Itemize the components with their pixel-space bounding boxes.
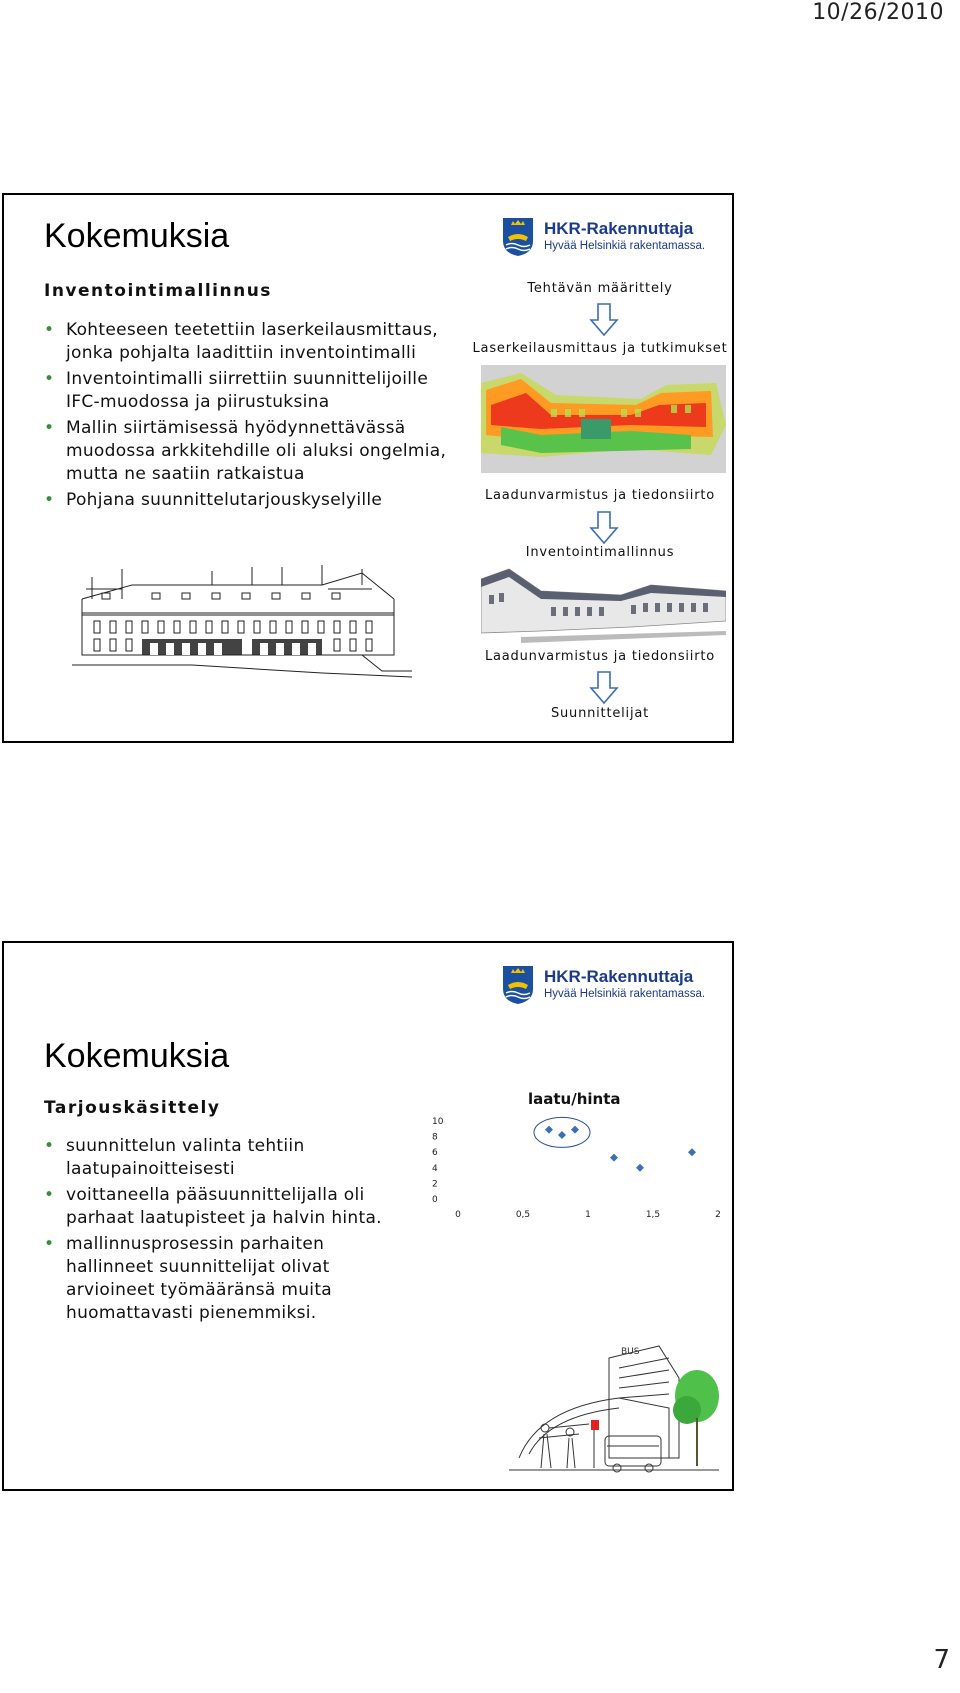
bullet-item: • Mallin siirtämisessä hyödynnettävässä muodossa arkkitehdille oli aluksi ongelmia, mutta ne saatiin ratkaistua — [44, 418, 447, 484]
building-sketch-image — [509, 1338, 719, 1483]
x-tick-label: 0,5 — [515, 1210, 531, 1220]
helsinki-crest-icon — [502, 965, 534, 1005]
slide-subtitle: Tarjouskäsittely — [44, 1098, 221, 1118]
data-point — [545, 1126, 553, 1134]
slide-subtitle: Inventointimallinnus — [44, 281, 272, 301]
data-point — [636, 1164, 644, 1172]
bullet-list — [44, 319, 464, 515]
flow-step: Inventointimallinnus — [525, 545, 675, 560]
y-tick-label: 4 — [432, 1163, 438, 1174]
x-tick-label: 2 — [715, 1210, 721, 1220]
data-point — [610, 1154, 618, 1162]
slide-tarjouskasittely — [2, 941, 734, 1491]
laatu-hinta-scatter-chart — [426, 1111, 726, 1221]
down-arrow-icon — [589, 511, 619, 545]
logo-brand-text: HKR-Rakennuttaja — [544, 219, 694, 238]
slide-title: Kokemuksia — [44, 1037, 230, 1075]
inventory-model-image — [481, 561, 726, 647]
y-tick-label: 0 — [432, 1195, 438, 1205]
down-arrow-icon — [589, 303, 619, 337]
slide-title: Kokemuksia — [44, 217, 230, 255]
facade-drawing-image — [72, 559, 434, 685]
bullet-item: • mallinnusprosessin parhaiten hallinneet suunnittelijat olivat arvioineet työmääränsä muita huomattavasti pienemmiksi. — [44, 1234, 332, 1323]
bullet-item: • voittaneella pääsuunnittelijalla oli parhaat laatupisteet ja halvin hinta. — [44, 1185, 382, 1228]
page-number: 7 — [933, 1645, 950, 1675]
y-tick-label: 2 — [432, 1179, 438, 1190]
bullet-item: • suunnittelun valinta tehtiin laatupainoitteisesti — [44, 1136, 305, 1179]
data-point — [688, 1148, 696, 1156]
x-tick-label: 1,5 — [645, 1210, 661, 1220]
bullet-item: • Kohteeseen teetettiin laserkeilausmittaus, jonka pohjalta laadittiin inventointimalli — [44, 320, 438, 363]
y-tick-label: 6 — [432, 1148, 438, 1159]
slide-inventointimallinnus — [2, 193, 734, 743]
hkr-logo — [502, 217, 706, 259]
chart-title: laatu/hinta — [528, 1090, 621, 1108]
down-arrow-icon — [589, 671, 619, 705]
laser-scan-image — [481, 365, 726, 473]
helsinki-crest-icon — [502, 217, 534, 257]
svg-text:BUS: BUS — [621, 1347, 640, 1357]
data-point — [558, 1131, 566, 1139]
print-date: 10/26/2010 — [812, 0, 944, 25]
y-tick-label: 8 — [432, 1132, 438, 1143]
hkr-logo — [502, 965, 706, 1007]
logo-tagline: Hyvää Helsinkiä rakentamassa. — [544, 988, 706, 1000]
data-point — [571, 1126, 579, 1134]
flow-step: Laserkeilausmittaus ja tutkimukset — [472, 341, 728, 356]
bullet-item: • Pohjana suunnittelutarjouskyselyille — [44, 490, 383, 510]
flow-step: Tehtävän määrittely — [527, 281, 673, 296]
y-tick-label: 10 — [432, 1117, 444, 1127]
flow-step: Laadunvarmistus ja tiedonsiirto — [484, 649, 716, 664]
flow-step: Laadunvarmistus ja tiedonsiirto — [484, 488, 716, 503]
flow-step: Suunnittelijat — [550, 706, 650, 721]
logo-brand-text: HKR-Rakennuttaja — [544, 967, 694, 986]
x-tick-label: 1 — [585, 1210, 591, 1220]
x-tick-label: 0 — [455, 1210, 461, 1220]
logo-tagline: Hyvää Helsinkiä rakentamassa. — [544, 240, 706, 252]
bullet-item: • Inventointimalli siirrettiin suunnittelijoille IFC-muodossa ja piirustuksina — [44, 369, 429, 412]
bullet-list — [44, 1135, 384, 1328]
